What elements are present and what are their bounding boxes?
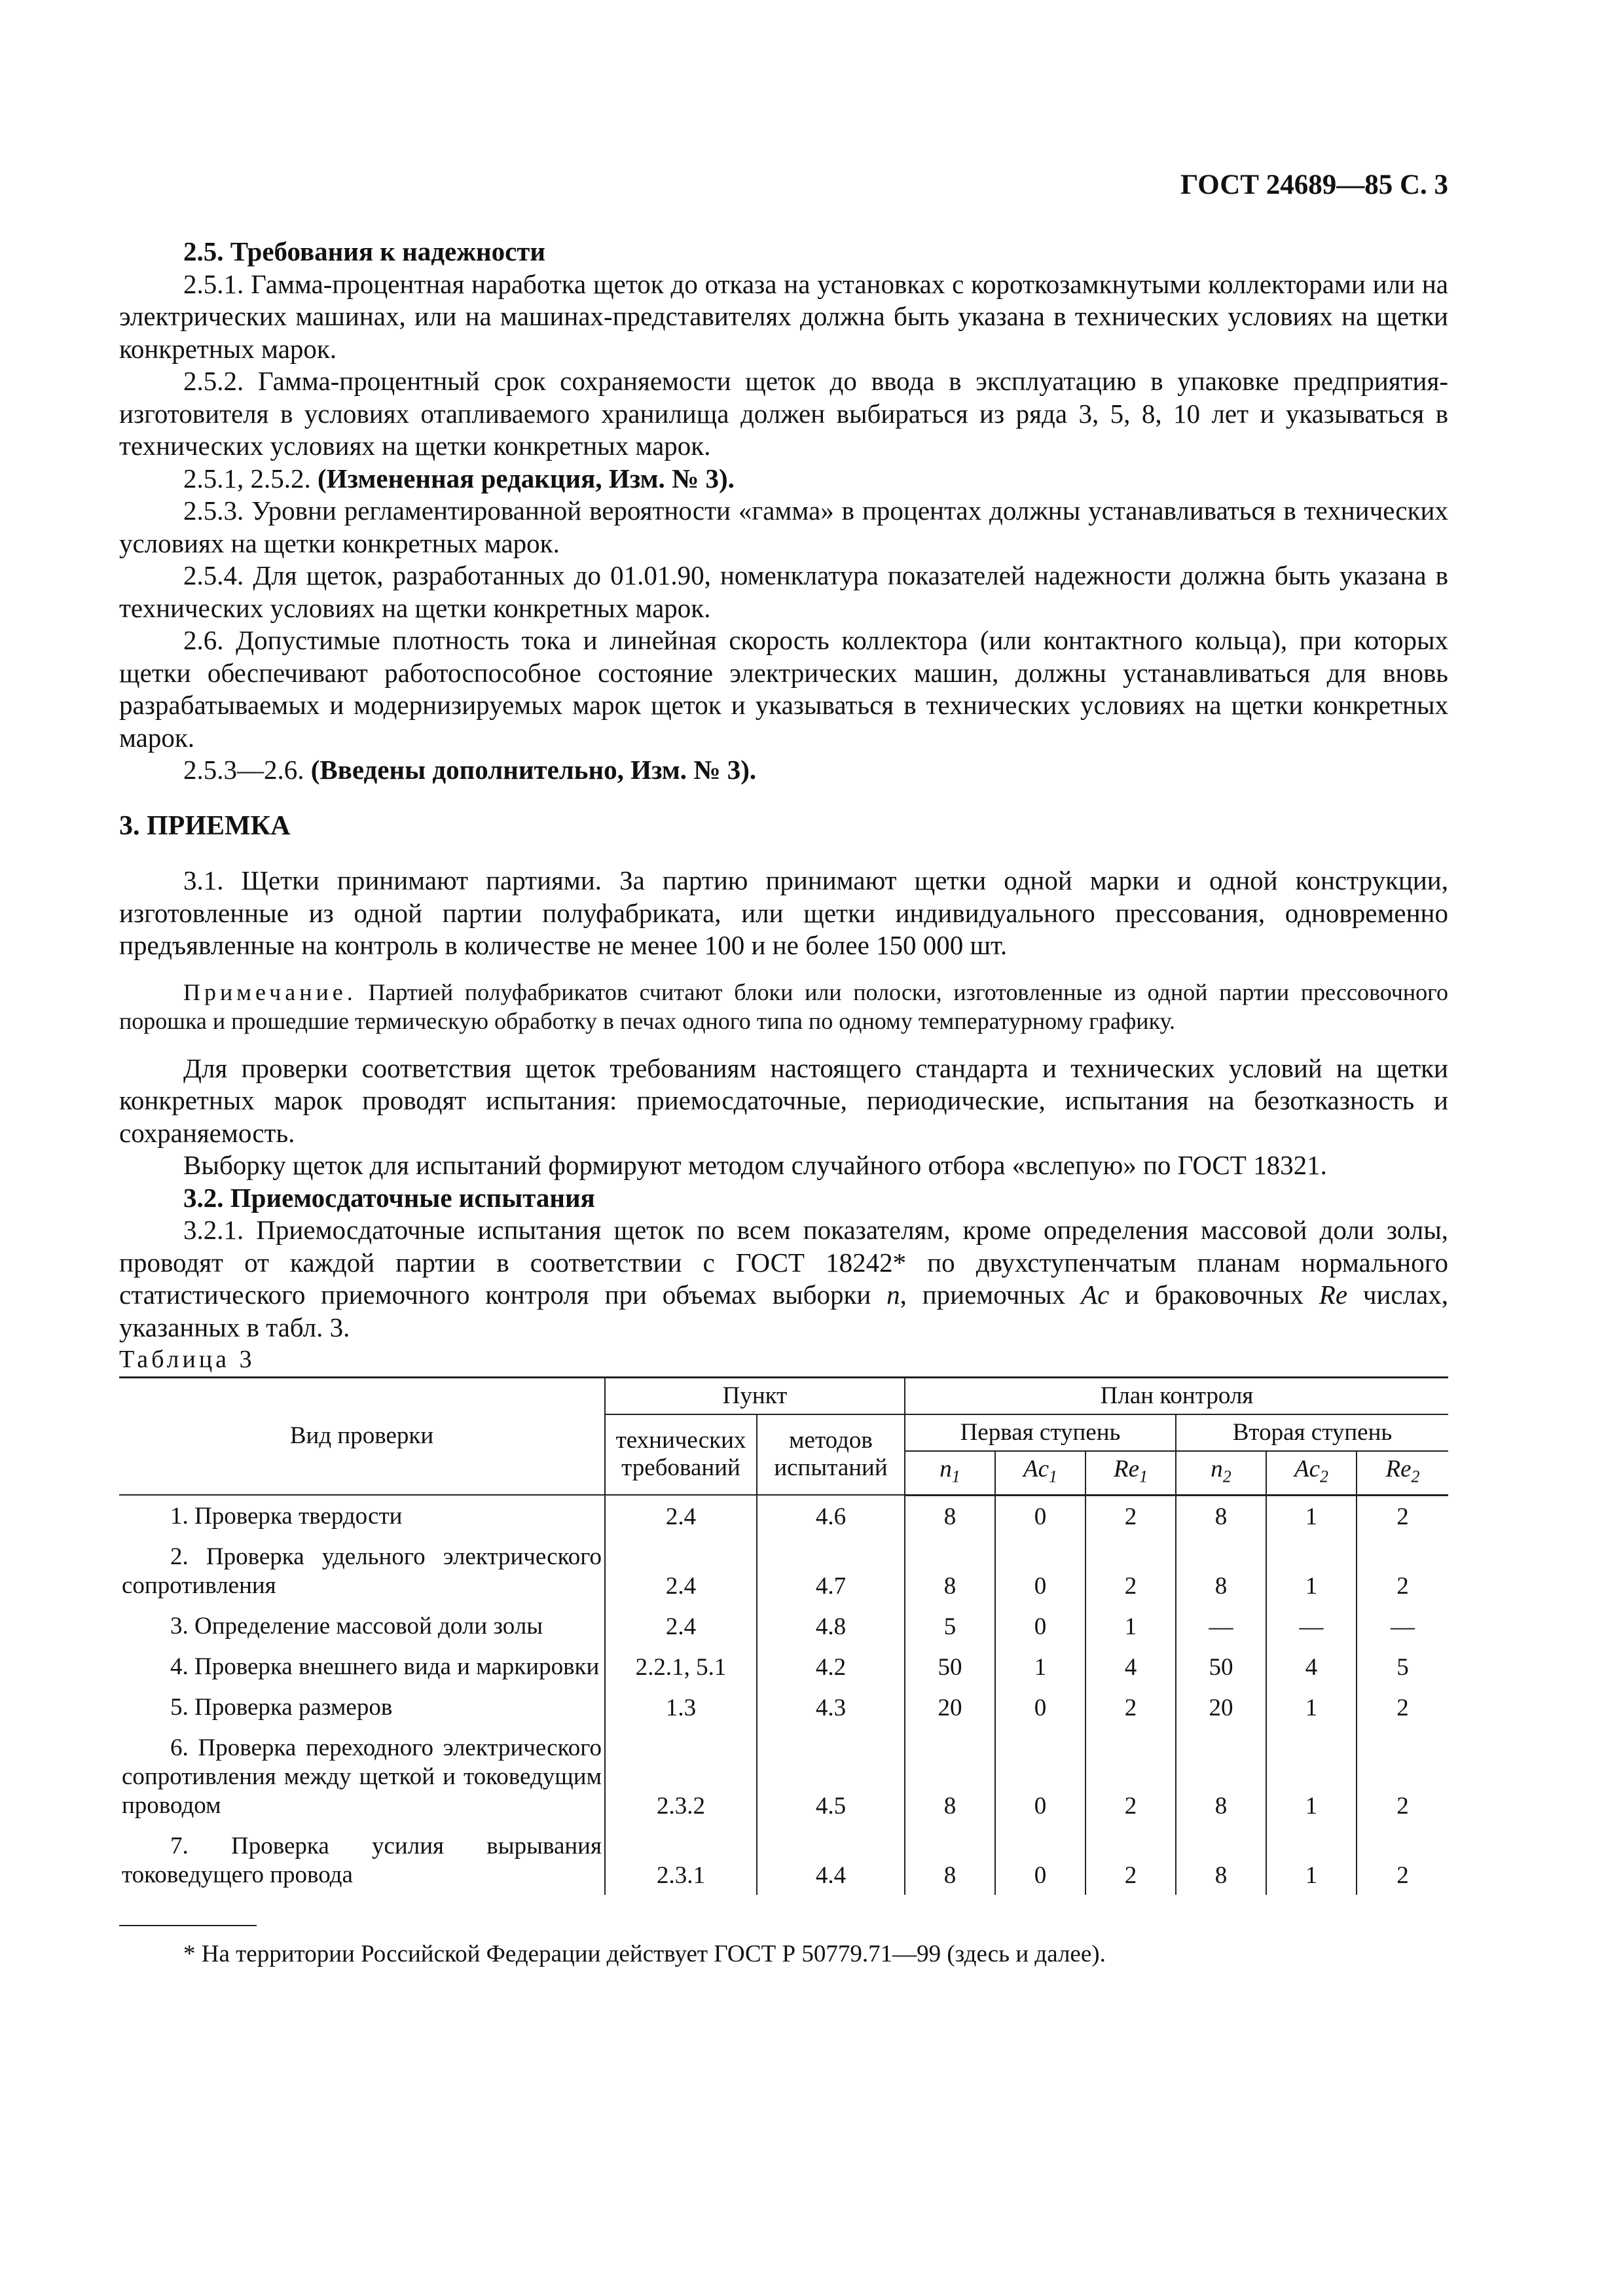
cell-re2: 2 — [1357, 1825, 1448, 1895]
edition-note — [119, 463, 1448, 495]
heading-acceptance-tests: 3.2. Приемосдаточные испытания — [183, 1182, 595, 1213]
cell-tech: 2.3.2 — [605, 1727, 757, 1825]
paragraph-2-5-2: 2.5.2. Гамма-процентный срок сохраняемости щеток до ввода в эксплуатацию в упаковке предприятия-изготовителя в условиях отапливаемого хранилища должен выбираться из ряда 3, 5, 8, 10 лет и указываться в технических условиях на щетки конкретных марок. — [119, 366, 1448, 461]
header-n2: $n_2$ — [1176, 1451, 1266, 1496]
cell-n1: 8 — [905, 1536, 995, 1605]
paragraph-2-5-3: 2.5.3. Уровни регламентированной вероятности «гамма» в процентах должны устанавливаться в технических условиях на щетки конкретных марок. — [119, 495, 1448, 558]
cell-ac1: 0 — [995, 1727, 1085, 1825]
header-re2: $Re_2$ — [1357, 1451, 1448, 1496]
cell-ac2: — — [1266, 1605, 1357, 1646]
note — [119, 978, 1448, 1035]
paragraph-2-5-4: 2.5.4. Для щеток, разработанных до 01.01.90, номенклатура показателей надежности должна быть указана в технических условиях на щетки конкретных марок. — [119, 560, 1448, 623]
cell-re1: 2 — [1085, 1825, 1176, 1895]
cell-n2: 8 — [1176, 1727, 1266, 1825]
cell-ac2: 4 — [1266, 1646, 1357, 1687]
cell-method: 4.7 — [757, 1536, 905, 1605]
cell-check-name — [119, 1687, 605, 1727]
cell-tech: 1.3 — [605, 1687, 757, 1727]
cell-ac1: 0 — [995, 1495, 1085, 1536]
paragraph-3-2-1 — [119, 1214, 1448, 1344]
table-row — [119, 1646, 1448, 1687]
table-caption: Таблица 3 — [119, 1346, 255, 1373]
cell-check-name — [119, 1605, 605, 1646]
note-label: Примечание. — [183, 978, 357, 1005]
cell-ac2: 1 — [1266, 1687, 1357, 1727]
check-name-text: 7. Проверка усилия вырывания токоведущего провода — [122, 1833, 602, 1889]
header-test-methods: методов испытаний — [757, 1414, 905, 1496]
p321-n: n — [886, 1280, 900, 1310]
cell-re1: 2 — [1085, 1536, 1176, 1605]
cell-ac1: 0 — [995, 1825, 1085, 1895]
cell-n1: 5 — [905, 1605, 995, 1646]
cell-check-name — [119, 1727, 605, 1825]
cell-n2: 50 — [1176, 1646, 1266, 1687]
heading-reliability: 2.5. Требования к надежности — [183, 236, 546, 266]
header-n1: $n_1$ — [905, 1451, 995, 1496]
cell-n1: 20 — [905, 1687, 995, 1727]
header-ac2: $Ac_2$ — [1266, 1451, 1357, 1496]
edition-note-bold: (Измененная редакция, Изм. № 3). — [318, 463, 735, 493]
cell-check-name — [119, 1646, 605, 1687]
cell-n1: 50 — [905, 1646, 995, 1687]
table-row — [119, 1495, 1448, 1536]
table-row — [119, 1727, 1448, 1825]
cell-n2: 20 — [1176, 1687, 1266, 1727]
cell-re1: 2 — [1085, 1727, 1176, 1825]
cell-re2: 2 — [1357, 1536, 1448, 1605]
paragraph-2-5-1: 2.5.1. Гамма-процентная наработка щеток до отказа на установках с короткозамкнутыми коллекторами или на электрических машинах, или на машинах-представителях должна быть указана в технических условиях на щетки конкретных марок. — [119, 268, 1448, 364]
cell-re1: 1 — [1085, 1605, 1176, 1646]
header-re1: $Re_1$ — [1085, 1451, 1176, 1496]
cell-method: 4.5 — [757, 1727, 905, 1825]
table-row — [119, 1687, 1448, 1727]
p321-text-d: числах, указанных в табл. 3. — [119, 1280, 1449, 1342]
cell-ac2: 1 — [1266, 1727, 1357, 1825]
cell-re1: 2 — [1085, 1495, 1176, 1536]
cell-tech: 2.4 — [605, 1605, 757, 1646]
cell-tech: 2.2.1, 5.1 — [605, 1646, 757, 1687]
cell-re2: 2 — [1357, 1495, 1448, 1536]
header-second-stage: Вторая ступень — [1176, 1414, 1448, 1451]
p321-text-b: , приемочных — [900, 1280, 1082, 1310]
introduced-note-bold: (Введены дополнительно, Изм. № 3). — [310, 755, 757, 785]
cell-tech: 2.4 — [605, 1495, 757, 1536]
cell-ac2: 1 — [1266, 1536, 1357, 1605]
cell-ac2: 1 — [1266, 1825, 1357, 1895]
note-text: Партией полуфабрикатов считают блоки или полоски, изготовленные из одной партии прессовочного порошка и прошедшие термическую обработку в печах одного типа по одному температурному графику. — [119, 978, 1448, 1034]
cell-tech: 2.4 — [605, 1536, 757, 1605]
cell-check-name — [119, 1825, 605, 1895]
header-ac1: $Ac_1$ — [995, 1451, 1085, 1496]
cell-re2: — — [1357, 1605, 1448, 1646]
cell-ac1: 0 — [995, 1536, 1085, 1605]
cell-re2: 5 — [1357, 1646, 1448, 1687]
table-body — [119, 1495, 1448, 1895]
table-row — [119, 1536, 1448, 1605]
paragraph-sample: Выборку щеток для испытаний формируют методом случайного отбора «вслепую» по ГОСТ 18321. — [183, 1150, 1327, 1180]
cell-re2: 2 — [1357, 1727, 1448, 1825]
cell-ac1: 1 — [995, 1646, 1085, 1687]
footnote: * На территории Российской Федерации действует ГОСТ Р 50779.71—99 (здесь и далее). — [183, 1941, 1106, 1968]
cell-ac2: 1 — [1266, 1495, 1357, 1536]
cell-n2: 8 — [1176, 1825, 1266, 1895]
cell-n2: 8 — [1176, 1536, 1266, 1605]
paragraph-3-1: 3.1. Щетки принимают партиями. За партию принимают щетки одной марки и одной конструкции, изготовленные из одной партии полуфабриката, или щетки индивидуального прессования, одновременно предъявленные на контроль в количестве не менее 100 и не более 150 000 шт. — [119, 865, 1448, 960]
header-first-stage: Первая ступень — [905, 1414, 1176, 1451]
header-tech-requirements: технических требований — [605, 1414, 757, 1496]
header-check-type: Вид проверки — [119, 1377, 605, 1495]
check-name-text: 5. Проверка размеров — [170, 1694, 393, 1721]
cell-ac1: 0 — [995, 1605, 1085, 1646]
edition-note-prefix: 2.5.1, 2.5.2. — [183, 463, 318, 493]
cell-check-name — [119, 1536, 605, 1605]
introduced-note — [119, 754, 1448, 787]
paragraph-check: Для проверки соответствия щеток требованиям настоящего стандарта и технических условий на щетки конкретных марок проводят испытания: приемосдаточные, периодические, испытания на безотказность и сохраняемость. — [119, 1052, 1448, 1148]
cell-method: 4.6 — [757, 1495, 905, 1536]
cell-method: 4.8 — [757, 1605, 905, 1646]
cell-n1: 8 — [905, 1727, 995, 1825]
page-header: ГОСТ 24689—85 С. 3 — [1180, 170, 1448, 200]
check-name-text: 6. Проверка переходного электрического сопротивления между щеткой и токоведущим проводом — [122, 1734, 602, 1820]
table-row — [119, 1605, 1448, 1646]
check-name-text: 2. Проверка удельного электрического сопротивления — [122, 1543, 602, 1600]
p321-ac: Ac — [1081, 1280, 1110, 1310]
p321-text-c: и браковочных — [1109, 1280, 1319, 1310]
cell-re1: 2 — [1085, 1687, 1176, 1727]
cell-tech: 2.3.1 — [605, 1825, 757, 1895]
footnote-divider — [119, 1925, 257, 1926]
cell-re2: 2 — [1357, 1687, 1448, 1727]
section-heading-acceptance: 3. ПРИЕМКА — [119, 810, 291, 841]
cell-n1: 8 — [905, 1825, 995, 1895]
p321-text-a: 3.2.1. Приемосдаточные испытания щеток по всем показателям, кроме определения массовой доли золы, проводят от каждой партии в соответствии с ГОСТ 18242* по двухступенчатым планам нормального статистического приемочного контроля при объемах выборки — [119, 1215, 1448, 1310]
check-name-text: 1. Проверка твердости — [170, 1503, 403, 1530]
cell-n1: 8 — [905, 1495, 995, 1536]
cell-method: 4.2 — [757, 1646, 905, 1687]
cell-n2: — — [1176, 1605, 1266, 1646]
p321-re: Re — [1319, 1280, 1348, 1310]
introduced-note-prefix: 2.5.3—2.6. — [183, 755, 311, 785]
cell-re1: 4 — [1085, 1646, 1176, 1687]
cell-ac1: 0 — [995, 1687, 1085, 1727]
document-body — [119, 236, 1448, 1971]
paragraph-2-6: 2.6. Допустимые плотность тока и линейная скорость коллектора (или контактного кольца), при которых щетки обеспечивают работоспособное состояние электрических машин, должны устанавливаться для вновь разрабатываемых и модернизируемых марок щеток и указываться в технических условиях на щетки конкретных марок. — [119, 625, 1448, 753]
table-3 — [119, 1376, 1448, 1895]
cell-n2: 8 — [1176, 1495, 1266, 1536]
check-name-text: 3. Определение массовой доли золы — [170, 1613, 543, 1640]
check-name-text: 4. Проверка внешнего вида и маркировки — [170, 1653, 600, 1681]
table-row — [119, 1825, 1448, 1895]
header-control-plan: План контроля — [905, 1377, 1448, 1414]
header-point: Пункт — [605, 1377, 905, 1414]
cell-check-name — [119, 1495, 605, 1536]
cell-method: 4.4 — [757, 1825, 905, 1895]
cell-method: 4.3 — [757, 1687, 905, 1727]
